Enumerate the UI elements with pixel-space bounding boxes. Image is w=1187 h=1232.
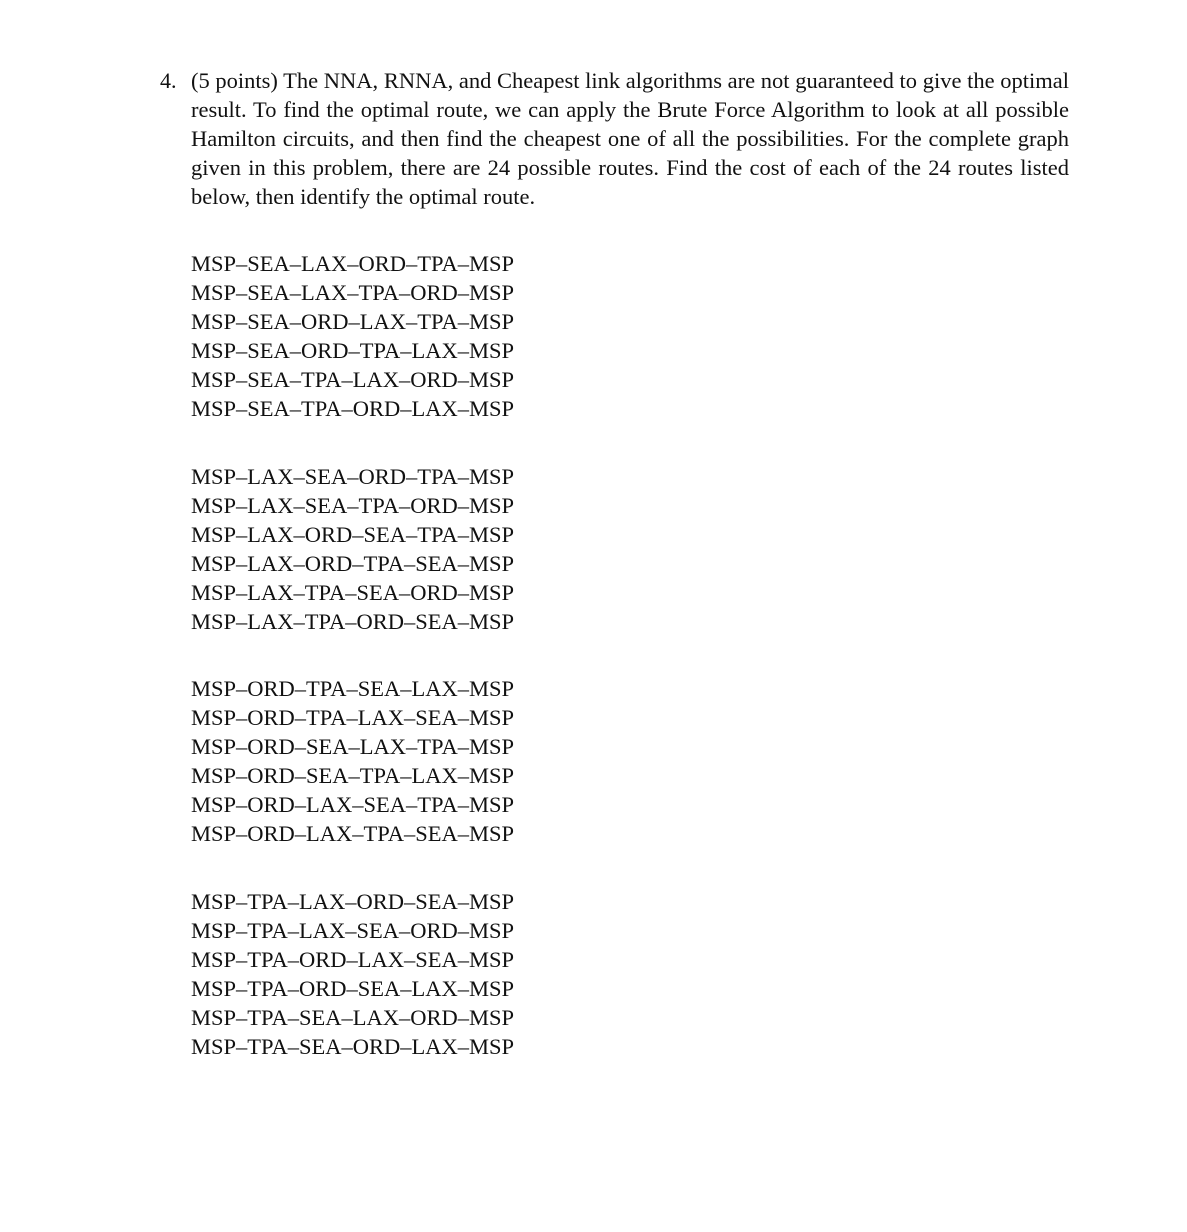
route-group-msp-sea <box>191 249 514 423</box>
route-item: MSP–TPA–ORD–LAX–SEA–MSP <box>191 947 515 972</box>
route-item: MSP–SEA–TPA–ORD–LAX–MSP <box>191 396 515 421</box>
route-item: MSP–TPA–SEA–LAX–ORD–MSP <box>191 1005 515 1030</box>
route-item: MSP–LAX–TPA–ORD–SEA–MSP <box>191 609 515 634</box>
route-item: MSP–SEA–TPA–LAX–ORD–MSP <box>191 367 515 392</box>
route-item: MSP–TPA–ORD–SEA–LAX–MSP <box>191 976 515 1001</box>
route-item: MSP–LAX–SEA–TPA–ORD–MSP <box>191 493 515 518</box>
route-item: MSP–ORD–LAX–SEA–TPA–MSP <box>191 792 515 817</box>
route-item: MSP–SEA–LAX–ORD–TPA–MSP <box>191 251 515 276</box>
route-item: MSP–ORD–SEA–LAX–TPA–MSP <box>191 734 515 759</box>
route-item: MSP–TPA–SEA–ORD–LAX–MSP <box>191 1034 515 1059</box>
route-group-msp-ord <box>191 674 514 848</box>
route-item: MSP–LAX–ORD–TPA–SEA–MSP <box>191 551 515 576</box>
route-item: MSP–SEA–LAX–TPA–ORD–MSP <box>191 280 515 305</box>
route-item: MSP–SEA–ORD–LAX–TPA–MSP <box>191 309 515 334</box>
route-item: MSP–ORD–SEA–TPA–LAX–MSP <box>191 763 515 788</box>
route-group-msp-tpa <box>191 887 514 1061</box>
route-item: MSP–ORD–TPA–LAX–SEA–MSP <box>191 705 515 730</box>
route-item: MSP–LAX–ORD–SEA–TPA–MSP <box>191 522 515 547</box>
route-group-msp-lax <box>191 462 514 636</box>
route-item: MSP–TPA–LAX–ORD–SEA–MSP <box>191 889 515 914</box>
route-item: MSP–SEA–ORD–TPA–LAX–MSP <box>191 338 515 363</box>
route-item: MSP–LAX–SEA–ORD–TPA–MSP <box>191 464 515 489</box>
route-item: MSP–ORD–TPA–SEA–LAX–MSP <box>191 676 515 701</box>
problem-number: 4. <box>160 68 177 93</box>
route-item: MSP–LAX–TPA–SEA–ORD–MSP <box>191 580 515 605</box>
route-item: MSP–ORD–LAX–TPA–SEA–MSP <box>191 821 515 846</box>
problem-statement: (5 points) The NNA, RNNA, and Cheapest link algorithms are not guaranteed to give the optimal result. To find the optimal route, we can apply the Brute Force Algorithm to look at all possible Hamilton circuits, and then find the cheapest one of all the possibilities. For the complete graph given in this problem, there are 24 possible routes. Find the cost of each of the 24 routes listed below, then identify the optimal route. <box>191 68 1069 209</box>
route-item: MSP–TPA–LAX–SEA–ORD–MSP <box>191 918 515 943</box>
